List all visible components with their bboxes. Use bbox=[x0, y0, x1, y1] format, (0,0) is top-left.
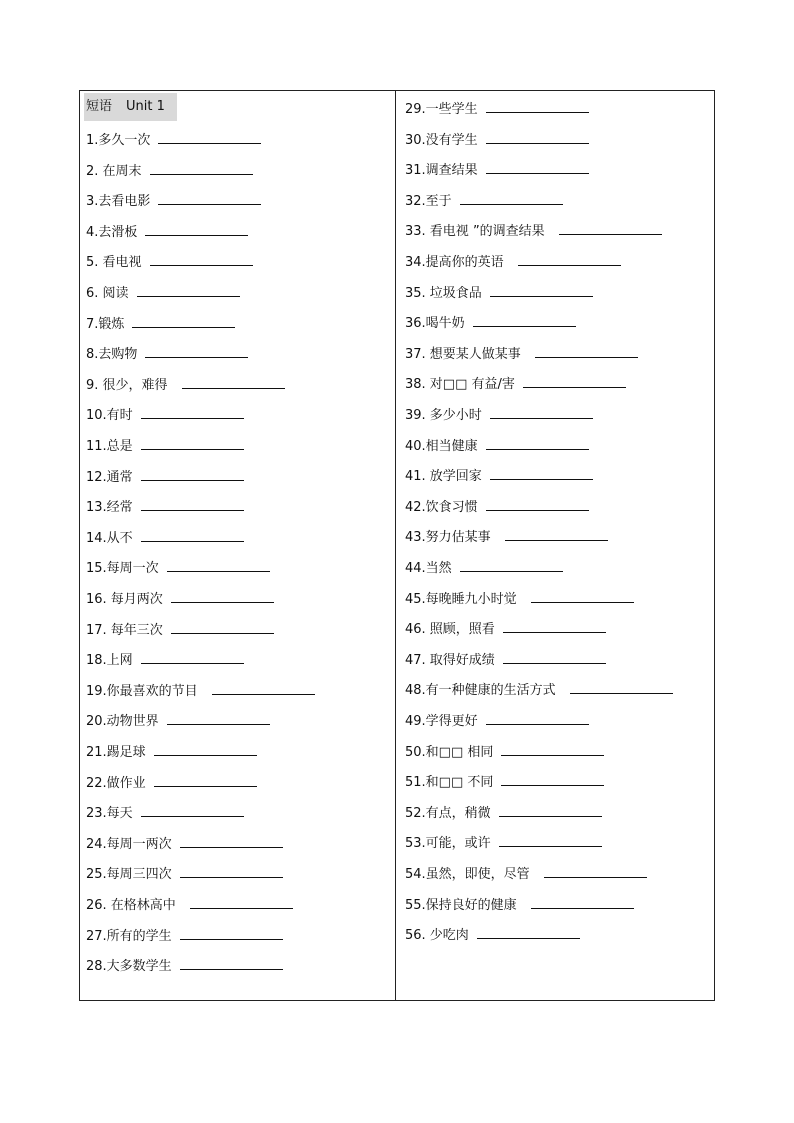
answer-blank[interactable] bbox=[486, 99, 589, 113]
answer-blank[interactable] bbox=[486, 711, 589, 725]
answer-blank[interactable] bbox=[190, 895, 293, 909]
phrase-label: 7.锻炼 bbox=[86, 317, 125, 332]
answer-blank[interactable] bbox=[486, 497, 589, 511]
answer-blank[interactable] bbox=[180, 926, 283, 940]
phrase-label: 53.可能，或许 bbox=[405, 836, 491, 851]
answer-blank[interactable] bbox=[523, 374, 626, 388]
answer-blank[interactable] bbox=[171, 589, 274, 603]
phrase-item bbox=[405, 221, 662, 241]
phrase-label: 54.虽然，即使，尽管 bbox=[405, 867, 530, 882]
phrase-label: 25.每周三四次 bbox=[86, 867, 172, 882]
phrase-item bbox=[405, 313, 576, 333]
phrase-label: 22.做作业 bbox=[86, 776, 146, 791]
phrase-item bbox=[405, 374, 626, 394]
answer-blank[interactable] bbox=[154, 742, 257, 756]
phrase-item bbox=[405, 619, 606, 639]
phrase-label: 23.每天 bbox=[86, 806, 133, 821]
phrase-label: 5. 看电视 bbox=[86, 255, 142, 270]
answer-blank[interactable] bbox=[145, 222, 248, 236]
answer-blank[interactable] bbox=[141, 650, 244, 664]
phrase-item bbox=[86, 436, 244, 456]
phrase-label: 26. 在格林高中 bbox=[86, 898, 176, 913]
phrase-label: 55.保持良好的健康 bbox=[405, 898, 517, 913]
phrase-item bbox=[86, 834, 283, 854]
phrase-item bbox=[86, 742, 257, 762]
answer-blank[interactable] bbox=[141, 528, 244, 542]
phrase-label: 32.至于 bbox=[405, 194, 452, 209]
answer-blank[interactable] bbox=[182, 375, 285, 389]
answer-blank[interactable] bbox=[503, 619, 606, 633]
answer-blank[interactable] bbox=[505, 527, 608, 541]
phrase-label: 51.和□□ 不同 bbox=[405, 775, 494, 790]
answer-blank[interactable] bbox=[180, 956, 283, 970]
phrase-item bbox=[405, 558, 563, 578]
phrase-label: 30.没有学生 bbox=[405, 133, 478, 148]
phrase-label: 9. 很少，难得 bbox=[86, 378, 168, 393]
phrase-label: 52.有点，稍微 bbox=[405, 806, 491, 821]
phrase-item bbox=[405, 742, 604, 762]
answer-blank[interactable] bbox=[150, 252, 253, 266]
answer-blank[interactable] bbox=[460, 191, 563, 205]
phrase-item bbox=[405, 772, 604, 792]
phrase-label: 50.和□□ 相同 bbox=[405, 745, 494, 760]
phrase-label: 47. 取得好成绩 bbox=[405, 653, 495, 668]
header-title: 短语 bbox=[86, 99, 113, 114]
phrase-label: 37. 想要某人做某事 bbox=[405, 347, 521, 362]
phrase-item bbox=[86, 497, 244, 517]
answer-blank[interactable] bbox=[154, 773, 257, 787]
phrase-item bbox=[86, 864, 283, 884]
answer-blank[interactable] bbox=[490, 405, 593, 419]
phrase-item bbox=[405, 191, 563, 211]
answer-blank[interactable] bbox=[544, 864, 647, 878]
phrase-item bbox=[86, 711, 270, 731]
phrase-item bbox=[86, 467, 244, 487]
phrase-label: 45.每晚睡九小时觉 bbox=[405, 592, 517, 607]
phrase-label: 19.你最喜欢的节目 bbox=[86, 684, 198, 699]
phrase-item bbox=[405, 864, 647, 884]
phrase-item bbox=[86, 589, 274, 609]
phrase-label: 2. 在周末 bbox=[86, 164, 142, 179]
phrase-label: 14.从不 bbox=[86, 531, 133, 546]
phrase-label: 28.大多数学生 bbox=[86, 959, 172, 974]
phrase-label: 35. 垃圾食品 bbox=[405, 286, 482, 301]
phrase-item bbox=[405, 252, 621, 272]
answer-blank[interactable] bbox=[180, 834, 283, 848]
phrase-item bbox=[405, 283, 593, 303]
phrase-item bbox=[86, 191, 261, 211]
phrase-item bbox=[86, 375, 285, 395]
phrase-item bbox=[405, 589, 634, 609]
phrase-label: 21.踢足球 bbox=[86, 745, 146, 760]
phrase-item bbox=[405, 160, 589, 180]
answer-blank[interactable] bbox=[486, 160, 589, 174]
phrase-label: 29.一些学生 bbox=[405, 102, 478, 117]
answer-blank[interactable] bbox=[499, 833, 602, 847]
answer-blank[interactable] bbox=[501, 772, 604, 786]
phrase-item bbox=[86, 681, 315, 701]
phrase-label: 49.学得更好 bbox=[405, 714, 478, 729]
phrase-label: 24.每周一两次 bbox=[86, 837, 172, 852]
answer-blank[interactable] bbox=[559, 221, 662, 235]
phrase-item bbox=[405, 833, 602, 853]
phrase-label: 12.通常 bbox=[86, 470, 133, 485]
phrase-item bbox=[405, 803, 602, 823]
phrase-item bbox=[86, 895, 293, 915]
phrase-item bbox=[405, 466, 593, 486]
phrase-item bbox=[405, 527, 608, 547]
answer-blank[interactable] bbox=[477, 925, 580, 939]
answer-blank[interactable] bbox=[501, 742, 604, 756]
phrase-label: 20.动物世界 bbox=[86, 714, 159, 729]
answer-blank[interactable] bbox=[490, 283, 593, 297]
header-unit: Unit 1 bbox=[126, 99, 165, 114]
phrase-item bbox=[86, 252, 253, 272]
phrase-label: 3.去看电影 bbox=[86, 194, 151, 209]
phrase-item bbox=[405, 405, 593, 425]
answer-blank[interactable] bbox=[499, 803, 602, 817]
phrase-label: 1.多久一次 bbox=[86, 133, 151, 148]
phrase-item bbox=[405, 344, 638, 364]
phrase-item bbox=[405, 650, 606, 670]
answer-blank[interactable] bbox=[460, 558, 563, 572]
answer-blank[interactable] bbox=[141, 467, 244, 481]
answer-blank[interactable] bbox=[171, 620, 274, 634]
phrase-label: 27.所有的学生 bbox=[86, 929, 172, 944]
phrase-label: 33. 看电视 ”的调查结果 bbox=[405, 224, 545, 239]
phrase-item bbox=[405, 925, 580, 945]
column-divider bbox=[395, 90, 396, 1001]
phrase-label: 11.总是 bbox=[86, 439, 133, 454]
phrase-item bbox=[86, 803, 244, 823]
phrase-item bbox=[86, 558, 270, 578]
phrase-label: 46. 照顾，照看 bbox=[405, 622, 495, 637]
phrase-item bbox=[405, 130, 589, 150]
phrase-item bbox=[405, 711, 589, 731]
phrase-label: 18.上网 bbox=[86, 653, 133, 668]
answer-blank[interactable] bbox=[531, 589, 634, 603]
answer-blank[interactable] bbox=[145, 344, 248, 358]
phrase-item bbox=[405, 436, 589, 456]
phrase-item bbox=[86, 130, 261, 150]
phrase-item bbox=[86, 650, 244, 670]
phrase-label: 36.喝牛奶 bbox=[405, 316, 465, 331]
phrase-label: 34.提高你的英语 bbox=[405, 255, 504, 270]
phrase-label: 56. 少吃肉 bbox=[405, 928, 469, 943]
answer-blank[interactable] bbox=[486, 130, 589, 144]
table-header bbox=[84, 93, 177, 121]
phrase-label: 38. 对□□ 有益/害 bbox=[405, 377, 515, 392]
phrase-label: 10.有时 bbox=[86, 408, 133, 423]
phrase-label: 44.当然 bbox=[405, 561, 452, 576]
answer-blank[interactable] bbox=[167, 558, 270, 572]
phrase-item bbox=[86, 620, 274, 640]
phrase-item bbox=[405, 895, 634, 915]
phrase-label: 42.饮食习惯 bbox=[405, 500, 478, 515]
phrase-item bbox=[86, 926, 283, 946]
phrase-item bbox=[86, 773, 257, 793]
phrase-item bbox=[86, 528, 244, 548]
phrase-label: 6. 阅读 bbox=[86, 286, 129, 301]
answer-blank[interactable] bbox=[180, 864, 283, 878]
phrase-item bbox=[86, 222, 248, 242]
answer-blank[interactable] bbox=[141, 803, 244, 817]
phrase-item bbox=[405, 99, 589, 119]
answer-blank[interactable] bbox=[486, 436, 589, 450]
answer-blank[interactable] bbox=[490, 466, 593, 480]
phrase-item bbox=[405, 497, 589, 517]
answer-blank[interactable] bbox=[141, 405, 244, 419]
phrase-item bbox=[86, 283, 240, 303]
phrase-label: 13.经常 bbox=[86, 500, 133, 515]
phrase-label: 43.努力估某事 bbox=[405, 530, 491, 545]
answer-blank[interactable] bbox=[473, 313, 576, 327]
phrase-label: 40.相当健康 bbox=[405, 439, 478, 454]
phrase-item bbox=[86, 405, 244, 425]
phrase-label: 16. 每月两次 bbox=[86, 592, 163, 607]
phrase-item bbox=[86, 314, 235, 334]
answer-blank[interactable] bbox=[503, 650, 606, 664]
phrase-label: 15.每周一次 bbox=[86, 561, 159, 576]
answer-blank[interactable] bbox=[212, 681, 315, 695]
phrase-label: 4.去滑板 bbox=[86, 225, 138, 240]
phrase-item bbox=[86, 344, 248, 364]
answer-blank[interactable] bbox=[158, 191, 261, 205]
answer-blank[interactable] bbox=[167, 711, 270, 725]
answer-blank[interactable] bbox=[535, 344, 638, 358]
phrase-item bbox=[405, 680, 673, 700]
answer-blank[interactable] bbox=[531, 895, 634, 909]
phrase-label: 17. 每年三次 bbox=[86, 623, 163, 638]
answer-blank[interactable] bbox=[141, 497, 244, 511]
phrase-label: 31.调查结果 bbox=[405, 163, 478, 178]
phrase-label: 39. 多少小时 bbox=[405, 408, 482, 423]
answer-blank[interactable] bbox=[132, 314, 235, 328]
phrase-label: 8.去购物 bbox=[86, 347, 138, 362]
phrase-label: 48.有一种健康的生活方式 bbox=[405, 683, 556, 698]
phrase-label: 41. 放学回家 bbox=[405, 469, 482, 484]
answer-blank[interactable] bbox=[150, 161, 253, 175]
answer-blank[interactable] bbox=[137, 283, 240, 297]
answer-blank[interactable] bbox=[158, 130, 261, 144]
phrase-item bbox=[86, 161, 253, 181]
phrase-item bbox=[86, 956, 283, 976]
answer-blank[interactable] bbox=[518, 252, 621, 266]
answer-blank[interactable] bbox=[570, 680, 673, 694]
answer-blank[interactable] bbox=[141, 436, 244, 450]
